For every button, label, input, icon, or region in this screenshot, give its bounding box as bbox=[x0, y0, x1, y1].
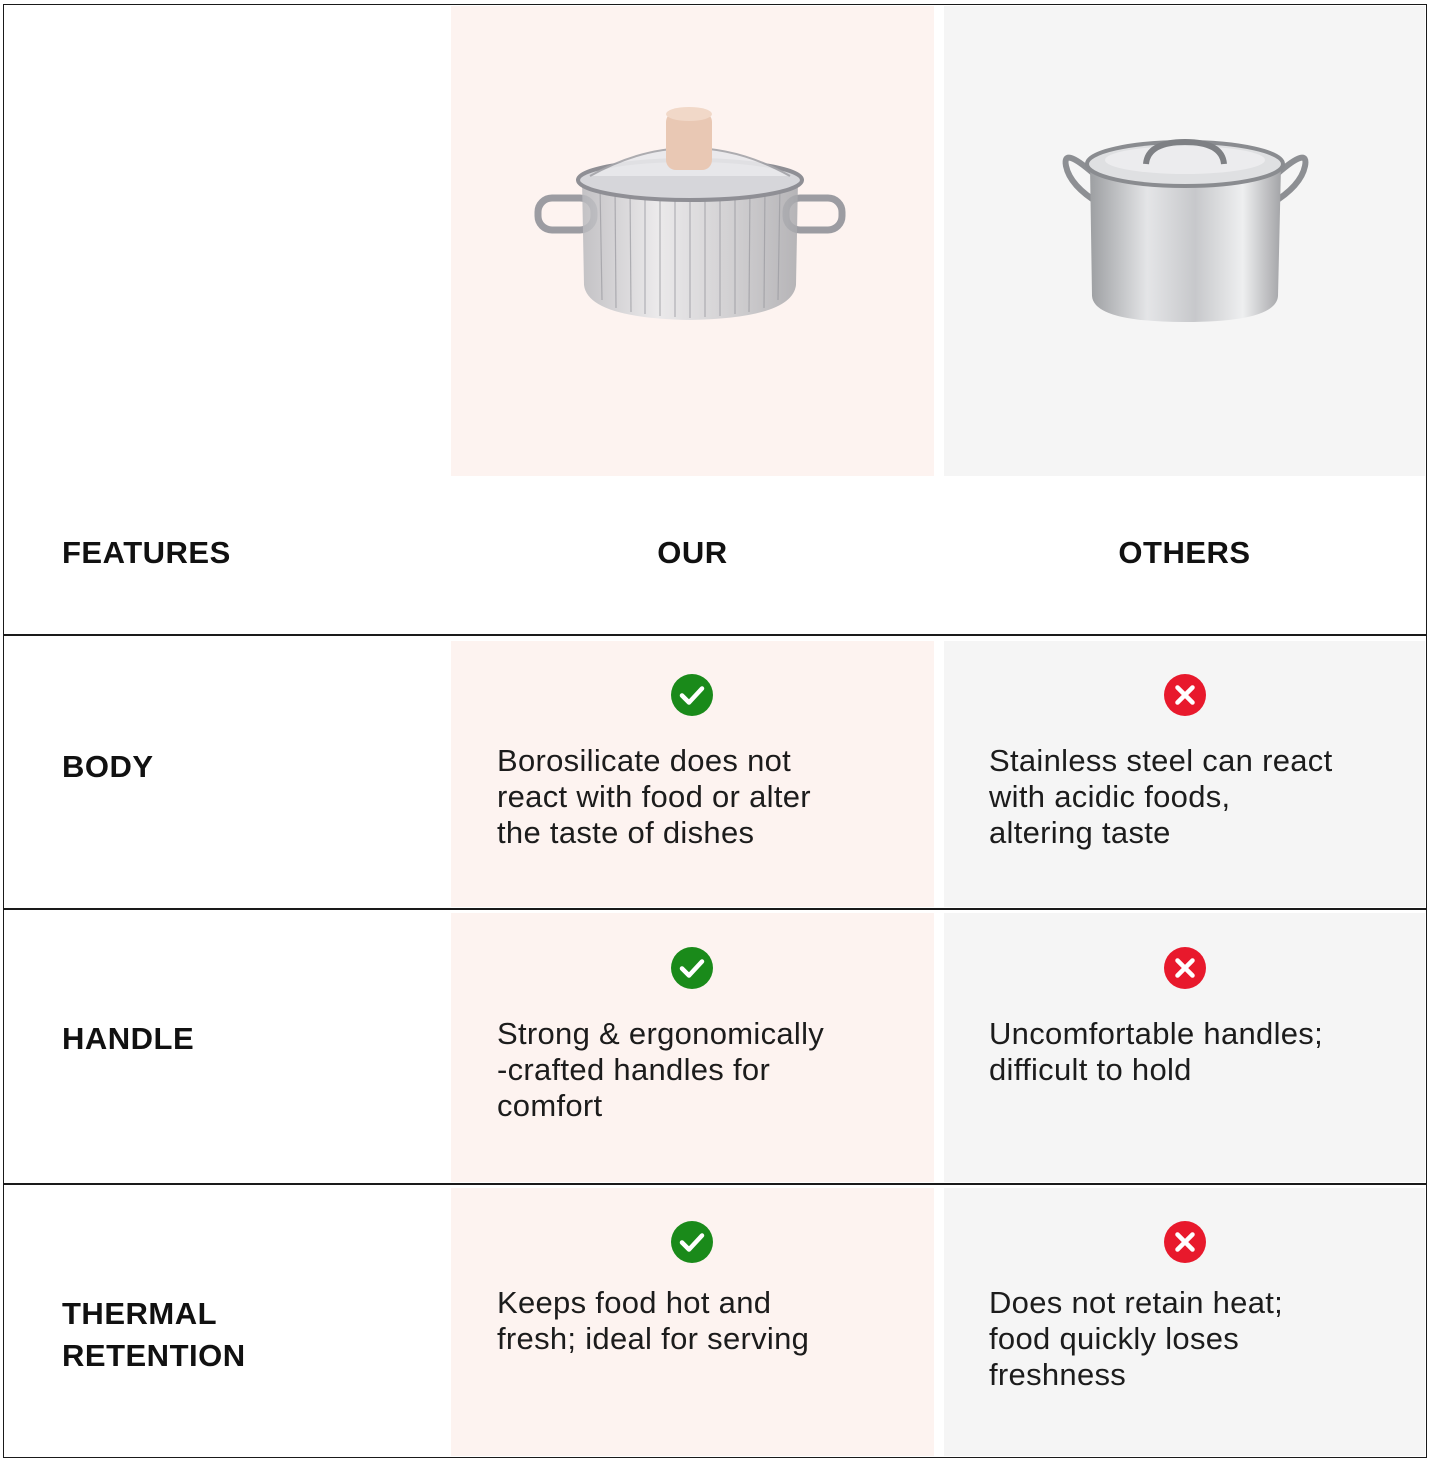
others-header: OTHERS bbox=[1118, 535, 1251, 570]
others-body-text: Stainless steel can react with acidic foods, altering taste bbox=[989, 743, 1333, 850]
others-handle-text: Uncomfortable handles; difficult to hold bbox=[989, 1016, 1324, 1087]
ours-handle-text: Strong & ergonomically -crafted handles for comfort bbox=[497, 1016, 825, 1123]
feature-label-thermal-retention: THERMAL RETENTION bbox=[62, 1296, 246, 1373]
ours-header: OUR bbox=[657, 535, 728, 570]
features-header: FEATURES bbox=[62, 535, 231, 570]
feature-label-handle: HANDLE bbox=[62, 1021, 195, 1056]
comparison-table-frame bbox=[3, 4, 1427, 1458]
ours-thermal-text: Keeps food hot and fresh; ideal for serving bbox=[497, 1285, 810, 1356]
others-thermal-text: Does not retain heat; food quickly loses freshness bbox=[989, 1285, 1284, 1392]
feature-label-body: BODY bbox=[62, 749, 154, 784]
ours-body-text: Borosilicate does not react with food or alter the taste of dishes bbox=[497, 743, 811, 850]
